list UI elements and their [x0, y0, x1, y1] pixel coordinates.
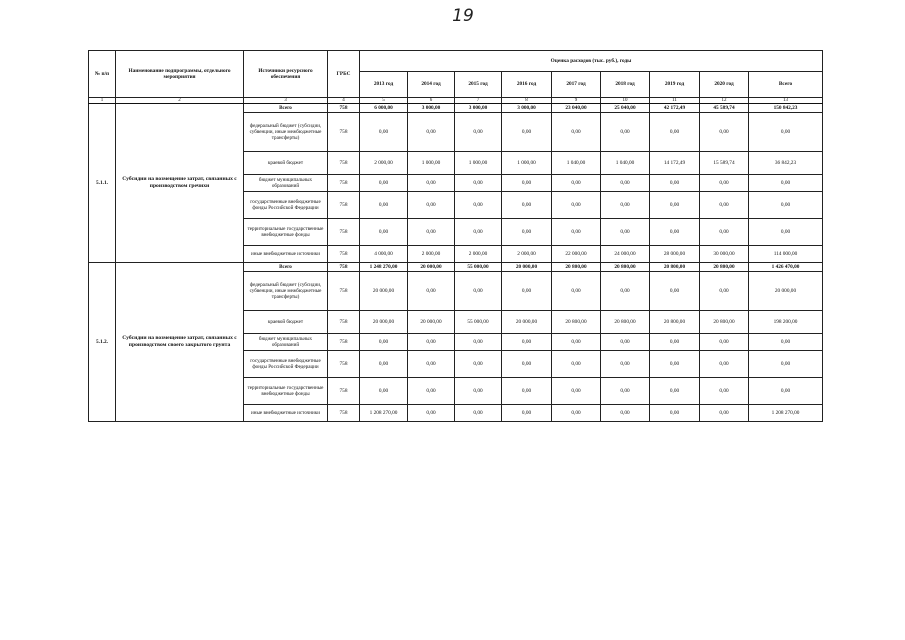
value-cell: 0,00 [700, 175, 749, 192]
value-cell: 0,00 [601, 175, 650, 192]
column-index: 4 [328, 98, 360, 104]
funding-source: краевой бюджет [244, 152, 328, 175]
value-cell: 0,00 [502, 334, 552, 351]
value-total-cell: 0,00 [749, 378, 823, 405]
value-cell: 2 000,00 [408, 246, 455, 263]
value-cell: 0,00 [502, 351, 552, 378]
item-name: Субсидии на возмещение затрат, связанных с производством своего закрытого грунта [116, 263, 244, 422]
value-total-cell: 36 842,23 [749, 152, 823, 175]
header-row [89, 51, 823, 72]
funding-source: краевой бюджет [244, 311, 328, 334]
value-cell: 0,00 [700, 378, 749, 405]
funding-source: бюджет муниципальных образований [244, 175, 328, 192]
value-total-cell: 0,00 [749, 219, 823, 246]
page-number: 19 [452, 6, 474, 26]
item-number: 5.1.2. [89, 263, 116, 422]
header-grbs: ГРБС [328, 51, 360, 98]
value-cell: 0,00 [650, 113, 700, 152]
value-cell: 0,00 [552, 351, 601, 378]
funding-source: иные внебюджетные источники [244, 405, 328, 422]
value-cell: 20 000,00 [408, 311, 455, 334]
grbs-code: 758 [328, 263, 360, 272]
value-cell: 0,00 [552, 378, 601, 405]
value-cell: 0,00 [601, 334, 650, 351]
value-total-cell: 0,00 [749, 192, 823, 219]
value-cell: 0,00 [700, 192, 749, 219]
value-cell: 0,00 [360, 351, 408, 378]
value-cell: 0,00 [502, 175, 552, 192]
value-cell: 24 000,00 [601, 246, 650, 263]
value-cell: 0,00 [650, 378, 700, 405]
header-year: 2014 год [408, 72, 455, 98]
funding-source: иные внебюджетные источники [244, 246, 328, 263]
table-row-total [89, 263, 823, 272]
value-cell: 0,00 [552, 272, 601, 311]
value-total-cell: 198 200,00 [749, 311, 823, 334]
value-cell: 20 800,00 [601, 263, 650, 272]
value-cell: 0,00 [455, 272, 502, 311]
value-cell: 0,00 [502, 405, 552, 422]
value-cell: 0,00 [601, 113, 650, 152]
header-source: Источники ресурсного обеспечения [244, 51, 328, 98]
value-cell: 20 000,00 [360, 311, 408, 334]
funding-source: государственные внебюджетные фонды Российской Федерации [244, 192, 328, 219]
value-cell: 1 000,00 [455, 152, 502, 175]
funding-source: бюджет муниципальных образований [244, 334, 328, 351]
header-year: 2017 год [552, 72, 601, 98]
value-cell: 0,00 [408, 334, 455, 351]
value-cell: 0,00 [700, 351, 749, 378]
value-cell: 20 800,00 [650, 263, 700, 272]
value-cell: 0,00 [650, 192, 700, 219]
value-cell: 0,00 [408, 192, 455, 219]
value-cell: 0,00 [455, 334, 502, 351]
value-cell: 20 800,00 [601, 311, 650, 334]
grbs-code: 758 [328, 378, 360, 405]
table-body [89, 104, 823, 422]
value-cell: 3 000,00 [455, 104, 502, 113]
value-cell: 0,00 [700, 219, 749, 246]
value-cell: 22 000,00 [552, 246, 601, 263]
column-index: 9 [552, 98, 601, 104]
grbs-code: 758 [328, 104, 360, 113]
value-cell: 25 040,00 [601, 104, 650, 113]
header-num: № п/п [89, 51, 116, 98]
value-cell: 42 172,49 [650, 104, 700, 113]
value-cell: 1 040,00 [552, 152, 601, 175]
value-total-cell: 0,00 [749, 351, 823, 378]
value-cell: 30 000,00 [700, 246, 749, 263]
value-cell: 0,00 [650, 405, 700, 422]
value-cell: 14 172,49 [650, 152, 700, 175]
value-cell: 0,00 [502, 219, 552, 246]
value-cell: 20 000,00 [360, 272, 408, 311]
value-total-cell: 0,00 [749, 175, 823, 192]
value-cell: 4 000,00 [360, 246, 408, 263]
value-cell: 1 000,00 [408, 152, 455, 175]
funding-source: территориальные государственные внебюджетные фонды [244, 378, 328, 405]
value-cell: 0,00 [408, 378, 455, 405]
value-cell: 2 000,00 [455, 246, 502, 263]
column-index: 12 [700, 98, 749, 104]
grbs-code: 758 [328, 405, 360, 422]
value-cell: 1 208 270,00 [360, 405, 408, 422]
funding-source: государственные внебюджетные фонды Российской Федерации [244, 351, 328, 378]
value-cell: 0,00 [552, 192, 601, 219]
value-total-cell: 0,00 [749, 113, 823, 152]
value-cell: 0,00 [502, 272, 552, 311]
value-cell: 0,00 [408, 175, 455, 192]
header-total: Всего [749, 72, 823, 98]
column-index: 5 [360, 98, 408, 104]
value-cell: 20 000,00 [502, 311, 552, 334]
funding-source: территориальные государственные внебюджетные фонды [244, 219, 328, 246]
value-cell: 20 800,00 [650, 311, 700, 334]
value-cell: 0,00 [700, 272, 749, 311]
value-cell: 0,00 [455, 175, 502, 192]
value-cell: 0,00 [408, 272, 455, 311]
value-cell: 1 040,00 [601, 152, 650, 175]
value-cell: 0,00 [552, 175, 601, 192]
value-cell: 0,00 [552, 113, 601, 152]
column-index: 2 [116, 98, 244, 104]
value-cell: 6 000,00 [360, 104, 408, 113]
value-cell: 2 000,00 [502, 246, 552, 263]
value-cell: 0,00 [455, 113, 502, 152]
value-cell: 0,00 [700, 113, 749, 152]
value-cell: 45 589,74 [700, 104, 749, 113]
funding-source: Всего [244, 104, 328, 113]
grbs-code: 758 [328, 311, 360, 334]
value-cell: 0,00 [650, 334, 700, 351]
value-total-cell: 114 000,00 [749, 246, 823, 263]
value-cell: 0,00 [360, 192, 408, 219]
value-cell: 0,00 [455, 405, 502, 422]
column-index: 7 [455, 98, 502, 104]
value-cell: 0,00 [360, 113, 408, 152]
value-cell: 2 000,00 [360, 152, 408, 175]
value-cell: 1 000,00 [502, 152, 552, 175]
value-cell: 0,00 [360, 334, 408, 351]
value-cell: 0,00 [360, 219, 408, 246]
item-name: Субсидии на возмещение затрат, связанных с производством гречихи [116, 104, 244, 263]
value-cell: 0,00 [455, 351, 502, 378]
column-index: 6 [408, 98, 455, 104]
value-cell: 28 000,00 [650, 246, 700, 263]
value-cell: 0,00 [455, 192, 502, 219]
value-cell: 0,00 [601, 378, 650, 405]
value-cell: 0,00 [552, 405, 601, 422]
funding-source: Всего [244, 263, 328, 272]
value-cell: 0,00 [408, 219, 455, 246]
header-year: 2013 год [360, 72, 408, 98]
header-year: 2020 год [700, 72, 749, 98]
value-cell: 0,00 [360, 175, 408, 192]
grbs-code: 758 [328, 219, 360, 246]
value-cell: 0,00 [700, 405, 749, 422]
value-cell: 0,00 [650, 219, 700, 246]
grbs-code: 758 [328, 175, 360, 192]
value-total-cell: 1 208 270,00 [749, 405, 823, 422]
value-cell: 3 000,00 [502, 104, 552, 113]
value-cell: 0,00 [650, 175, 700, 192]
grbs-code: 758 [328, 113, 360, 152]
value-cell: 3 000,00 [408, 104, 455, 113]
value-cell: 0,00 [601, 405, 650, 422]
column-index: 3 [244, 98, 328, 104]
value-cell: 0,00 [408, 351, 455, 378]
value-cell: 0,00 [502, 378, 552, 405]
value-cell: 20 800,00 [552, 311, 601, 334]
value-cell: 20 800,00 [552, 263, 601, 272]
value-cell: 0,00 [455, 378, 502, 405]
value-cell: 0,00 [650, 272, 700, 311]
value-cell: 0,00 [455, 219, 502, 246]
funding-source: федеральный бюджет (субсидии, субвенции, иные межбюджетные трансферты) [244, 113, 328, 152]
grbs-code: 758 [328, 152, 360, 175]
value-cell: 0,00 [601, 192, 650, 219]
grbs-code: 758 [328, 246, 360, 263]
value-total-cell: 150 842,23 [749, 104, 823, 113]
value-cell: 0,00 [552, 219, 601, 246]
value-cell: 0,00 [552, 334, 601, 351]
value-total-cell: 0,00 [749, 334, 823, 351]
budget-table [88, 50, 823, 422]
grbs-code: 758 [328, 272, 360, 311]
header-year: 2016 год [502, 72, 552, 98]
column-index: 13 [749, 98, 823, 104]
value-cell: 0,00 [601, 272, 650, 311]
value-cell: 0,00 [601, 351, 650, 378]
column-index: 8 [502, 98, 552, 104]
value-cell: 15 589,74 [700, 152, 749, 175]
value-cell: 55 000,00 [455, 311, 502, 334]
column-index: 10 [601, 98, 650, 104]
column-index: 11 [650, 98, 700, 104]
header-year: 2018 год [601, 72, 650, 98]
grbs-code: 758 [328, 334, 360, 351]
value-total-cell: 20 000,00 [749, 272, 823, 311]
value-cell: 0,00 [601, 219, 650, 246]
value-total-cell: 1 426 470,00 [749, 263, 823, 272]
column-index: 1 [89, 98, 116, 104]
header-estimate: Оценка расходов (тыс. руб.), годы [360, 51, 823, 72]
value-cell: 1 248 270,00 [360, 263, 408, 272]
value-cell: 0,00 [502, 192, 552, 219]
header-year: 2015 год [455, 72, 502, 98]
value-cell: 20 800,00 [700, 311, 749, 334]
value-cell: 23 040,00 [552, 104, 601, 113]
value-cell: 0,00 [408, 113, 455, 152]
grbs-code: 758 [328, 351, 360, 378]
table-row-total [89, 104, 823, 113]
value-cell: 20 000,00 [408, 263, 455, 272]
value-cell: 0,00 [502, 113, 552, 152]
header-name: Наименование подпрограммы, отдельного мероприятия [116, 51, 244, 98]
value-cell: 0,00 [650, 351, 700, 378]
value-cell: 20 000,00 [502, 263, 552, 272]
value-cell: 0,00 [360, 378, 408, 405]
header-year: 2019 год [650, 72, 700, 98]
funding-source: федеральный бюджет (субсидии, субвенции, иные межбюджетные трансферты) [244, 272, 328, 311]
value-cell: 20 800,00 [700, 263, 749, 272]
grbs-code: 758 [328, 192, 360, 219]
value-cell: 55 000,00 [455, 263, 502, 272]
value-cell: 0,00 [408, 405, 455, 422]
value-cell: 0,00 [700, 334, 749, 351]
item-number: 5.1.1. [89, 104, 116, 263]
